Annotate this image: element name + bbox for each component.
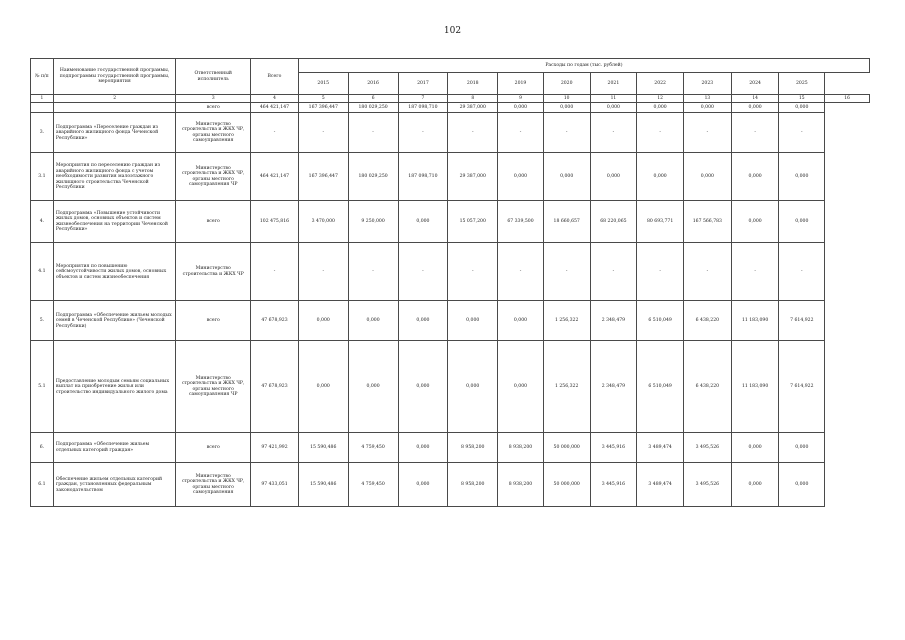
- budget-table: [30, 58, 870, 507]
- row-value-2017: -: [398, 243, 448, 301]
- row-value-2017: 0,000: [398, 301, 448, 341]
- row-value-2025: 0,000: [779, 153, 825, 201]
- row-value-2018: 8 958,200: [448, 463, 498, 507]
- row-value-2018: -: [448, 113, 498, 153]
- row-value-2016: 4 759,450: [348, 433, 398, 463]
- row-value-2018: 8 958,200: [448, 433, 498, 463]
- column-number: 7: [398, 95, 448, 103]
- column-number: 5: [298, 95, 348, 103]
- row-value-2021: 68 220,065: [590, 201, 637, 243]
- column-number: 13: [683, 95, 731, 103]
- row-value-2022: 6 510,049: [637, 301, 684, 341]
- row-value-2025: 0,000: [779, 463, 825, 507]
- header-name: Наименование государственной программы, подпрограммы государственной программы, мероприятия: [53, 59, 176, 95]
- column-number: 10: [543, 95, 590, 103]
- column-number: 16: [825, 95, 870, 103]
- row-number: 6.: [31, 433, 54, 463]
- row-value-2021: 2 348,479: [590, 301, 637, 341]
- table-row: [31, 153, 870, 201]
- table-row: [31, 301, 870, 341]
- row-executor: всего: [176, 201, 251, 243]
- row-value-2015: 167 396,447: [298, 153, 348, 201]
- header-year-2025: 2025: [779, 73, 825, 95]
- row-number: 3.1: [31, 153, 54, 201]
- row-value-2018: 29 387,000: [448, 153, 498, 201]
- header-year-group: Расходы по годам (тыс. рублей): [298, 59, 869, 73]
- row-value-2019: 8 938,200: [498, 433, 544, 463]
- row-value-2019: 0,000: [498, 103, 544, 113]
- header-year-2016: 2016: [348, 73, 398, 95]
- header-year-2024: 2024: [731, 73, 779, 95]
- row-value-2017: 0,000: [398, 433, 448, 463]
- row-name: Подпрограмма «Переселение граждан из аварийного жилищного фонда Чеченской Республики»: [53, 113, 176, 153]
- row-value-2016: 180 029,250: [348, 103, 398, 113]
- row-value-2015: 3 470,000: [298, 201, 348, 243]
- row-value-2022: 3 489,474: [637, 433, 684, 463]
- row-value-2025: 0,000: [779, 103, 825, 113]
- row-value-2022: -: [637, 243, 684, 301]
- row-value-2024: 11 183,090: [731, 341, 779, 433]
- row-value-2025: -: [779, 243, 825, 301]
- row-value-2017: 0,000: [398, 463, 448, 507]
- row-value-2020: 18 660,657: [543, 201, 590, 243]
- row-value-2019: 0,000: [498, 153, 544, 201]
- table-row: [31, 113, 870, 153]
- row-value-2018: 0,000: [448, 301, 498, 341]
- row-executor: Министерство строительства и ЖКХ ЧР, органы местного самоуправления ЧР: [176, 341, 251, 433]
- row-value-2020: 0,000: [543, 153, 590, 201]
- row-value-2023: 6 438,220: [683, 341, 731, 433]
- row-value-2024: 0,000: [731, 433, 779, 463]
- row-value-2016: -: [348, 243, 398, 301]
- row-value-2016: 4 759,450: [348, 463, 398, 507]
- row-value-2024: 0,000: [731, 153, 779, 201]
- row-value-2024: -: [731, 243, 779, 301]
- column-number: 11: [590, 95, 637, 103]
- row-value-2023: 3 495,526: [683, 463, 731, 507]
- row-number: 4.: [31, 201, 54, 243]
- table-row: [31, 243, 870, 301]
- row-value-2021: 3 445,916: [590, 433, 637, 463]
- column-number: 14: [731, 95, 779, 103]
- row-value-2022: 0,000: [637, 103, 684, 113]
- row-value-2017: -: [398, 113, 448, 153]
- header-year-2017: 2017: [398, 73, 448, 95]
- row-value-2019: -: [498, 113, 544, 153]
- row-value-2017: 187 098,710: [398, 103, 448, 113]
- row-name: Подпрограмма «Повышение устойчивости жилых домов, основных объектов и систем жизнеобеспечения на территории Чеченской Республики»: [53, 201, 176, 243]
- row-number: 3.: [31, 113, 54, 153]
- row-value-2015: 15 590,486: [298, 433, 348, 463]
- column-number: 6: [348, 95, 398, 103]
- row-total: 97 433,051: [251, 463, 299, 507]
- row-value-2023: 3 495,526: [683, 433, 731, 463]
- row-value-2023: 0,000: [683, 103, 731, 113]
- row-value-2022: 0,000: [637, 153, 684, 201]
- row-value-2019: 67 339,500: [498, 201, 544, 243]
- row-value-2016: -: [348, 113, 398, 153]
- row-value-2021: -: [590, 243, 637, 301]
- row-value-2021: 3 445,916: [590, 463, 637, 507]
- row-value-2024: 0,000: [731, 201, 779, 243]
- row-value-2015: 15 590,486: [298, 463, 348, 507]
- header-year-2018: 2018: [448, 73, 498, 95]
- row-executor: всего: [176, 301, 251, 341]
- row-value-2018: 0,000: [448, 341, 498, 433]
- row-total: -: [251, 113, 299, 153]
- row-value-2022: 6 510,049: [637, 341, 684, 433]
- row-value-2020: 50 000,000: [543, 463, 590, 507]
- row-value-2025: 0,000: [779, 201, 825, 243]
- row-total: 464 421,147: [251, 153, 299, 201]
- header-number: № п/п: [31, 59, 54, 95]
- row-value-2020: -: [543, 113, 590, 153]
- row-name: Подпрограмма «Обеспечение жильем отдельных категорий граждан»: [53, 433, 176, 463]
- row-value-2024: 11 183,090: [731, 301, 779, 341]
- column-number: 1: [31, 95, 54, 103]
- row-value-2022: 80 693,771: [637, 201, 684, 243]
- row-value-2023: 6 438,220: [683, 301, 731, 341]
- row-value-2017: 0,000: [398, 201, 448, 243]
- table-row: [31, 463, 870, 507]
- row-total: 47 678,923: [251, 301, 299, 341]
- row-total: -: [251, 243, 299, 301]
- row-value-2025: 7 614,922: [779, 341, 825, 433]
- budget-table-sheet: [30, 58, 870, 528]
- row-name: Мероприятия по повышению сейсмоустойчивости жилых домов, основных объектов и систем жизнеобеспечения: [53, 243, 176, 301]
- column-number: 12: [637, 95, 684, 103]
- row-value-2018: 29 387,000: [448, 103, 498, 113]
- row-total: 97 421,992: [251, 433, 299, 463]
- row-value-2020: 50 000,000: [543, 433, 590, 463]
- row-total: 102 475,816: [251, 201, 299, 243]
- row-value-2024: 0,000: [731, 463, 779, 507]
- header-year-2021: 2021: [590, 73, 637, 95]
- header-year-2019: 2019: [498, 73, 544, 95]
- row-value-2019: -: [498, 243, 544, 301]
- column-number: 2: [53, 95, 176, 103]
- row-value-2023: -: [683, 243, 731, 301]
- row-name: Обеспечение жильем отдельных категорий граждан, установленных федеральным законодательством: [53, 463, 176, 507]
- row-name: Мероприятия по переселению граждан из аварийного жилищного фонда с учетом необходимости развития малоэтажного жилищного строительства Чеченской Республики: [53, 153, 176, 201]
- row-value-2016: 0,000: [348, 301, 398, 341]
- row-value-2025: 7 614,922: [779, 301, 825, 341]
- row-executor: Министерство строительства и ЖКХ ЧР, органы местного самоуправления ЧР: [176, 153, 251, 201]
- row-value-2024: -: [731, 113, 779, 153]
- row-name: Предоставление молодым семьям социальных выплат на приобретение жилья или строительство индивидуального жилого дома: [53, 341, 176, 433]
- row-value-2019: 0,000: [498, 301, 544, 341]
- row-value-2018: 15 057,200: [448, 201, 498, 243]
- column-number: 9: [498, 95, 544, 103]
- row-value-2016: 180 029,250: [348, 153, 398, 201]
- row-value-2018: -: [448, 243, 498, 301]
- table-row: [31, 103, 870, 113]
- row-value-2020: 1 256,322: [543, 301, 590, 341]
- header-year-2020: 2020: [543, 73, 590, 95]
- row-executor: Министерство строительства и ЖКХ ЧР: [176, 243, 251, 301]
- row-value-2021: 2 348,479: [590, 341, 637, 433]
- row-value-2021: -: [590, 113, 637, 153]
- row-executor: Министерство строительства и ЖКХ ЧР, органы местного самоуправления: [176, 113, 251, 153]
- row-executor: всего: [176, 433, 251, 463]
- row-value-2017: 0,000: [398, 341, 448, 433]
- page-number: 102: [443, 26, 462, 36]
- row-value-2016: 9 250,000: [348, 201, 398, 243]
- row-value-2015: -: [298, 243, 348, 301]
- row-number: 5.: [31, 301, 54, 341]
- row-value-2022: 3 489,474: [637, 463, 684, 507]
- row-value-2020: -: [543, 243, 590, 301]
- column-number-row: [31, 95, 870, 103]
- header-executor: Ответственный исполнитель: [176, 59, 251, 95]
- row-value-2023: 167 566,783: [683, 201, 731, 243]
- table-row: [31, 201, 870, 243]
- row-value-2025: -: [779, 113, 825, 153]
- row-number: 4.1: [31, 243, 54, 301]
- row-number: 6.1: [31, 463, 54, 507]
- header-year-2023: 2023: [683, 73, 731, 95]
- row-executor: Министерство строительства и ЖКХ ЧР, органы местного самоуправления: [176, 463, 251, 507]
- row-value-2019: 8 938,200: [498, 463, 544, 507]
- row-name: Подпрограмма «Обеспечение жильем молодых семей в Чеченской Республике» (Чеченской Республики): [53, 301, 176, 341]
- row-value-2021: 0,000: [590, 103, 637, 113]
- row-value-2015: -: [298, 113, 348, 153]
- column-number: 3: [176, 95, 251, 103]
- row-value-2025: 0,000: [779, 433, 825, 463]
- row-value-2015: 0,000: [298, 341, 348, 433]
- table-row: [31, 433, 870, 463]
- row-total: 47 678,923: [251, 341, 299, 433]
- header-year-2015: 2015: [298, 73, 348, 95]
- row-value-2017: 187 098,710: [398, 153, 448, 201]
- row-value-2020: 1 256,322: [543, 341, 590, 433]
- row-value-2023: -: [683, 113, 731, 153]
- row-value-2023: 0,000: [683, 153, 731, 201]
- row-value-2015: 0,000: [298, 301, 348, 341]
- column-number: 4: [251, 95, 299, 103]
- column-number: 8: [448, 95, 498, 103]
- row-value-2022: -: [637, 113, 684, 153]
- row-value-2021: 0,000: [590, 153, 637, 201]
- header-total: Всего: [251, 59, 299, 95]
- table-row: [31, 341, 870, 433]
- row-value-2020: 0,000: [543, 103, 590, 113]
- column-number: 15: [779, 95, 825, 103]
- row-value-2016: 0,000: [348, 341, 398, 433]
- header-year-2022: 2022: [637, 73, 684, 95]
- row-number: [31, 103, 54, 113]
- row-total: 464 421,147: [251, 103, 299, 113]
- row-executor: всего: [176, 103, 251, 113]
- budget-table-body: [31, 95, 870, 507]
- row-number: 5.1: [31, 341, 54, 433]
- row-value-2015: 167 396,447: [298, 103, 348, 113]
- row-value-2024: 0,000: [731, 103, 779, 113]
- row-name: [53, 103, 176, 113]
- row-value-2019: 0,000: [498, 341, 544, 433]
